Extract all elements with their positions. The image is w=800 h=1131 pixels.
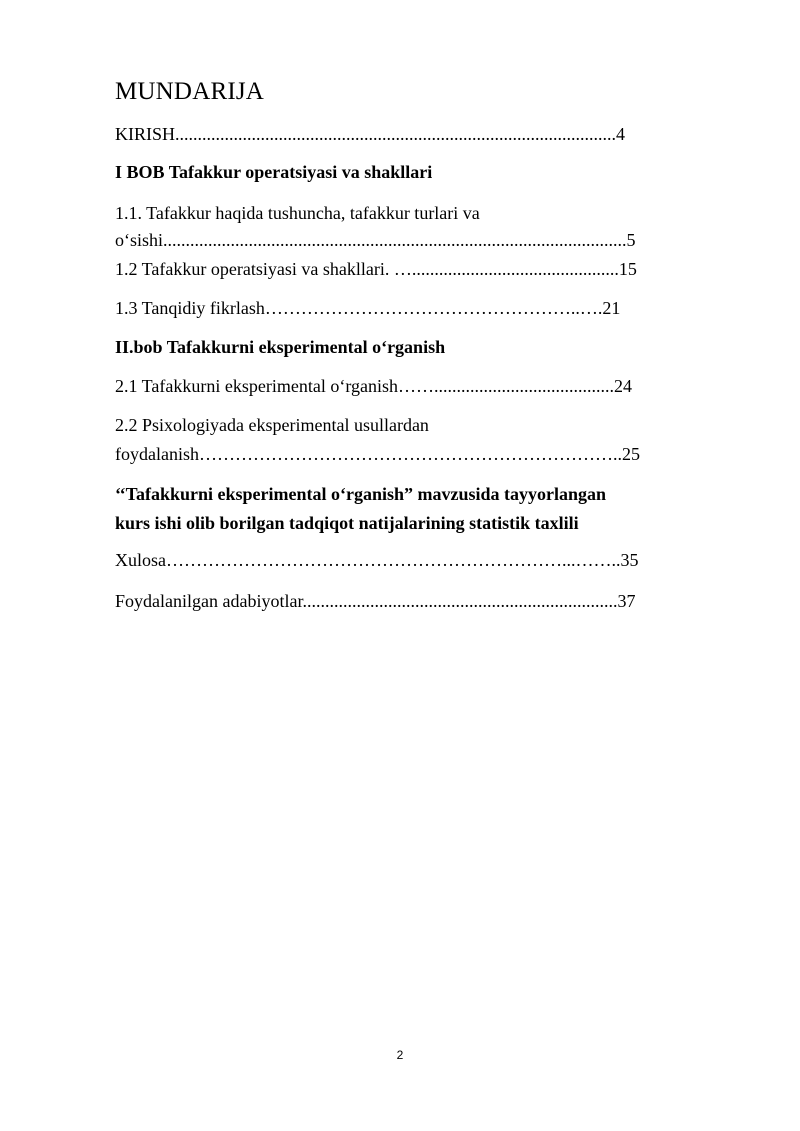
page-number: 2 xyxy=(396,1048,404,1062)
toc-entry-xulosa: Xulosa…………………………………………………………...……..35 xyxy=(115,550,639,570)
toc-entry-2-2-line1: 2.2 Psixologiyada eksperimental usullardan xyxy=(115,415,429,435)
toc-entry-kirish: KIRISH..................................................................................................4 xyxy=(115,124,626,144)
toc-entry-1-1-line1: 1.1. Tafakkur haqida tushuncha, tafakkur turlari va xyxy=(115,203,480,223)
toc-entry-2-1: 2.1 Tafakkurni eksperimental o‘rganish……........................................24 xyxy=(115,376,632,396)
toc-chapter-1-heading: I BOB Tafakkur operatsiyasi va shakllari xyxy=(115,162,433,182)
toc-entry-1-2: 1.2 Tafakkur operatsiyasi va shakllari. …..............................................15 xyxy=(115,259,637,279)
page-title: MUNDARIJA xyxy=(115,78,265,105)
toc-entry-1-1-line2: o‘sishi.......................................................................................................5 xyxy=(115,230,636,250)
toc-entry-2-2-line2: foydalanish……………………………………………………………..25 xyxy=(115,444,640,464)
toc-analysis-heading-line2: kurs ishi olib borilgan tadqiqot natijalarining statistik taxlili xyxy=(115,513,579,533)
toc-chapter-2-heading: II.bob Tafakkurni eksperimental o‘rganish xyxy=(115,337,446,357)
toc-entry-adabiyotlar: Foydalanilgan adabiyotlar......................................................................37 xyxy=(115,591,636,611)
toc-entry-1-3: 1.3 Tanqidiy fikrlash……………………………………………..….21 xyxy=(115,298,621,318)
toc-analysis-heading-line1: ‘‘Tafakkurni eksperimental o‘rganish” mavzusida tayyorlangan xyxy=(115,484,607,504)
